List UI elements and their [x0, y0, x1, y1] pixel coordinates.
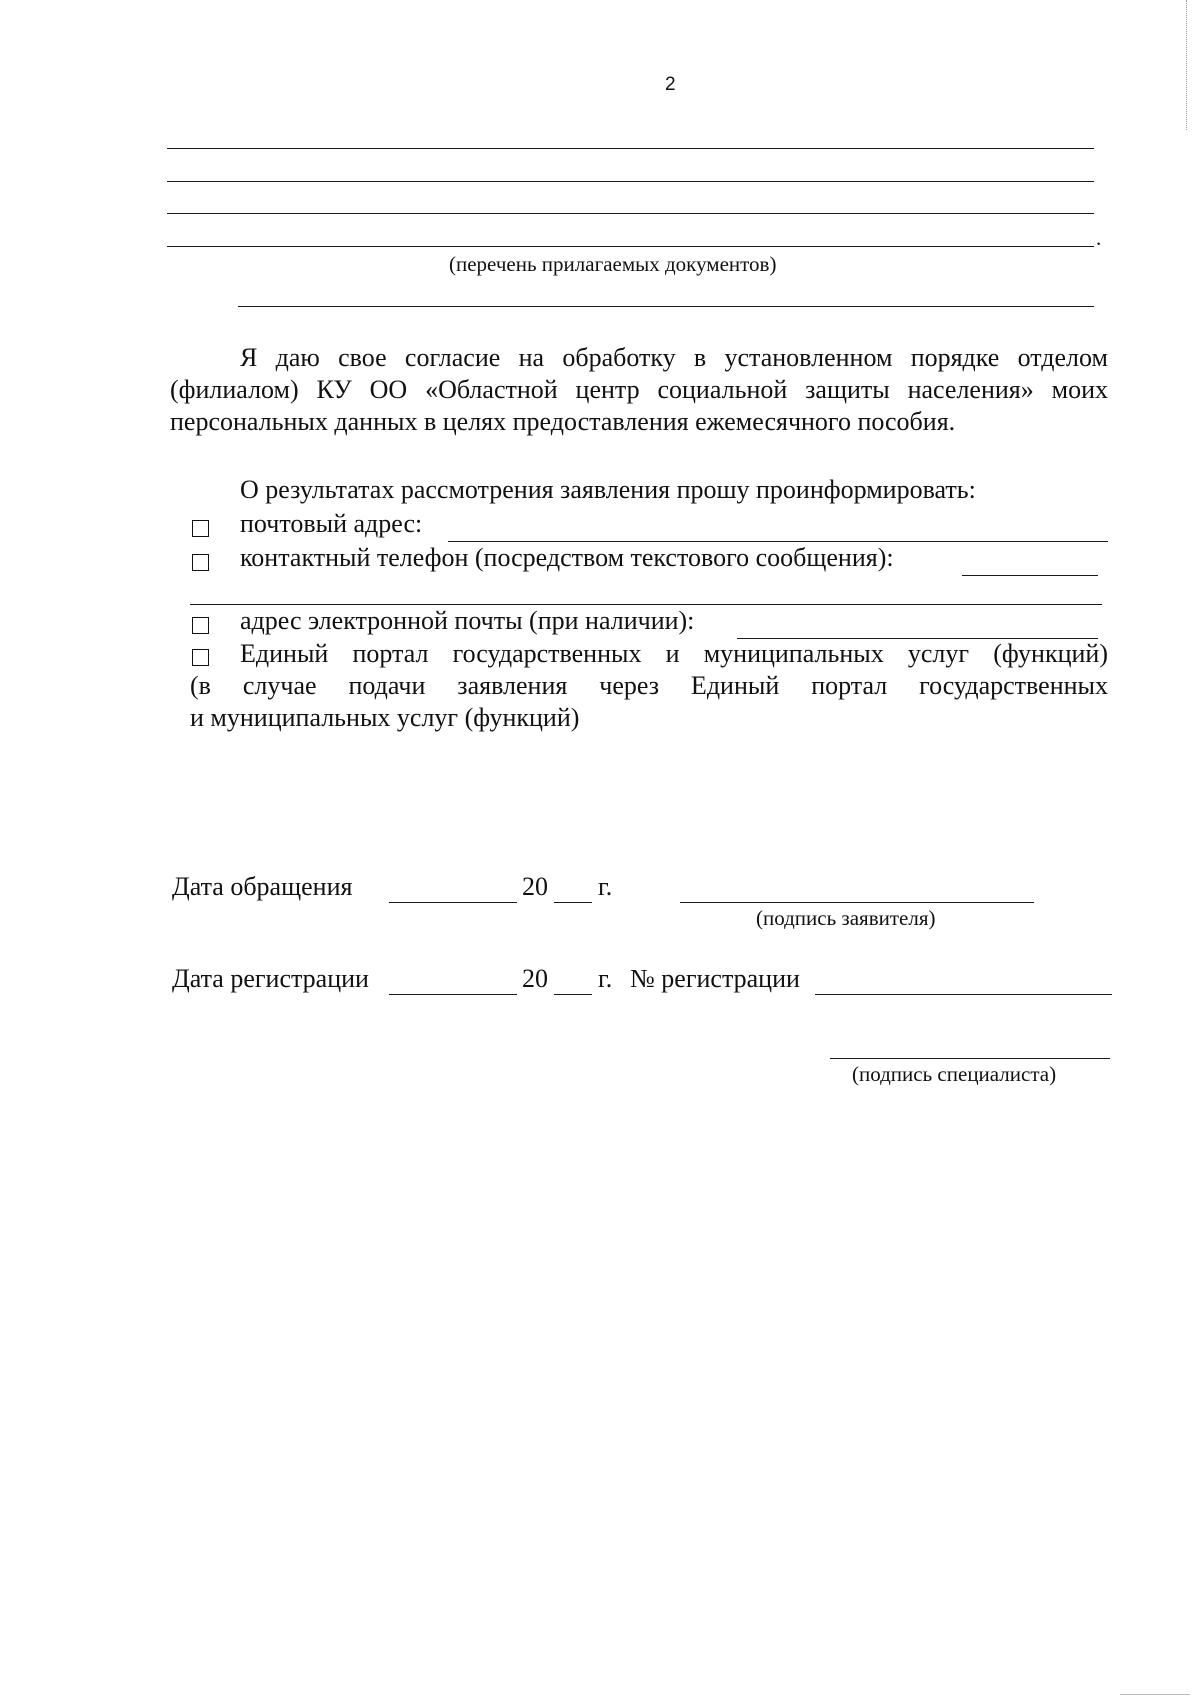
attachment-line-4[interactable] [167, 246, 1094, 247]
application-date-label: Дата обращения [172, 872, 353, 901]
portal-option-block [190, 638, 1108, 734]
specialist-signature-caption: (подпись специалиста) [852, 1062, 1057, 1086]
notify-intro: О результатах рассмотрения заявления прошу проинформировать: [240, 475, 976, 504]
registration-year-prefix: 20 [522, 964, 548, 993]
phone-continuation-line[interactable] [190, 604, 1102, 605]
option-label-portal: Единый портал государственных и муниципальных услуг (функций) [240, 639, 1108, 668]
checkbox-postal[interactable] [192, 520, 209, 537]
registration-date-label: Дата регистрации [172, 964, 369, 993]
consent-line-3: персональных данных в целях предоставления ежемесячного пособия. [170, 407, 956, 436]
attachment-line-3[interactable] [167, 213, 1094, 214]
consent-line-2: (филиалом) КУ ОО «Областной центр социальной защиты населения» моих [170, 375, 1108, 404]
portal-note-line-1: (в случае подачи заявления через Единый портал государственных [190, 671, 1108, 700]
registration-year-suffix: г. [598, 964, 613, 993]
scan-edge-artifact [1186, 0, 1188, 130]
checkbox-email[interactable] [192, 617, 209, 634]
attachment-line-1[interactable] [167, 148, 1094, 149]
attachment-list-caption: (перечень прилагаемых документов) [449, 252, 777, 276]
specialist-signature-line[interactable] [830, 1058, 1110, 1059]
attachment-line-5[interactable] [238, 306, 1094, 307]
registration-year-line[interactable] [554, 994, 592, 995]
option-label-phone: контактный телефон (посредством текстового сообщения): [240, 543, 894, 572]
page-number: 2 [665, 74, 676, 95]
application-year-prefix: 20 [522, 872, 548, 901]
postal-address-line[interactable] [448, 541, 1108, 542]
registration-number-line[interactable] [815, 994, 1112, 995]
application-year-suffix: г. [598, 872, 613, 901]
consent-line-1: Я даю свое согласие на обработку в установленном порядке отделом [240, 343, 1108, 372]
checkbox-phone[interactable] [192, 554, 209, 571]
portal-note-line-2: и муниципальных услуг (функций) [190, 703, 580, 732]
scan-corner-artifact [1120, 1694, 1190, 1695]
registration-date-line[interactable] [389, 994, 517, 995]
applicant-signature-caption: (подпись заявителя) [756, 906, 936, 930]
application-date-line[interactable] [389, 902, 517, 903]
application-year-line[interactable] [554, 902, 592, 903]
applicant-signature-line[interactable] [680, 902, 1034, 903]
consent-paragraph [170, 342, 1108, 438]
attachment-line-2[interactable] [167, 181, 1094, 182]
phone-line[interactable] [962, 575, 1098, 576]
attachment-end-mark: . [1096, 226, 1102, 250]
option-label-email: адрес электронной почты (при наличии): [240, 606, 695, 635]
registration-number-label: № регистрации [630, 964, 800, 993]
option-label-postal: почтовый адрес: [240, 509, 423, 538]
